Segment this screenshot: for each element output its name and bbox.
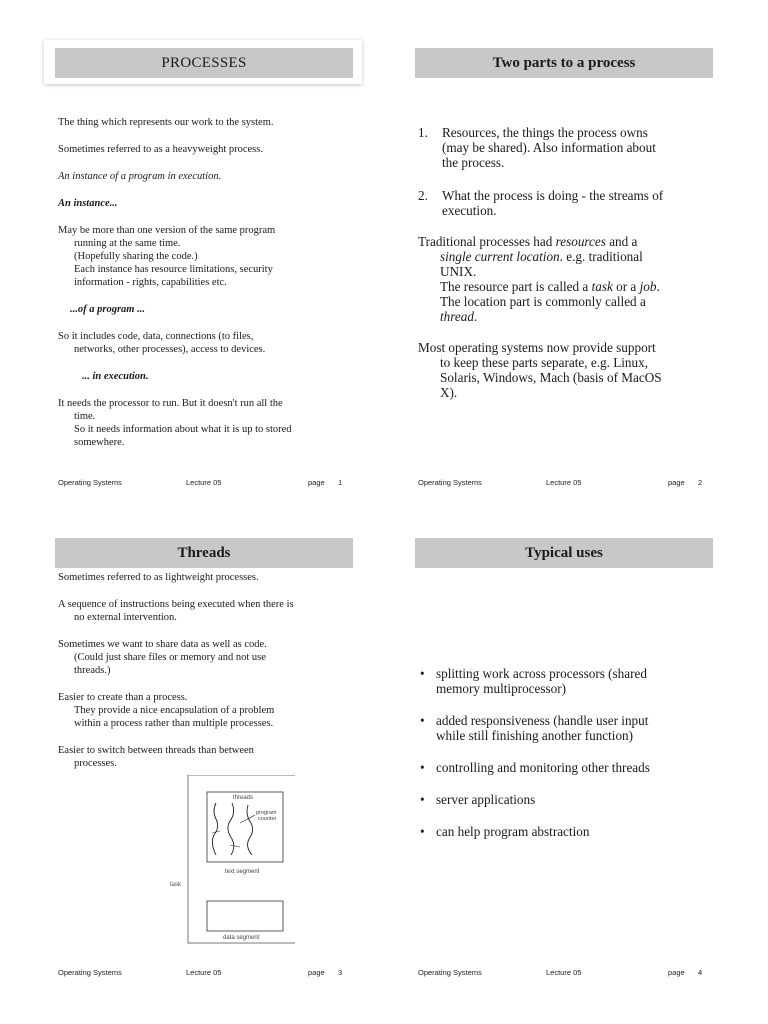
task-label: task (170, 882, 182, 888)
slide-body (58, 571, 350, 784)
list-item: 1. Resources, the things the process owns (may be shared). Also information about the process. (418, 125, 656, 170)
footer-page-number: 1 (338, 478, 343, 487)
slide-typical-uses (410, 530, 768, 1020)
text-segment-label: text segment (225, 869, 260, 875)
list-item: • can help program abstraction (420, 824, 590, 839)
footer-course: Operating Systems (58, 478, 122, 487)
counter-label: counter (258, 816, 277, 822)
paragraph: The thing which represents our work to the system. (58, 117, 274, 128)
subheading: ...of a program ... (70, 304, 145, 315)
data-segment-label: data segment (223, 935, 260, 941)
program-label: program (256, 810, 277, 816)
numbered-list (418, 125, 710, 218)
slide-body (418, 125, 710, 416)
footer-lecture: Lecture 05 (546, 478, 582, 487)
slide-title: Typical uses (415, 538, 713, 568)
list-item: • controlling and monitoring other threads (420, 760, 650, 775)
paragraph: Easier to create than a process. They provide a nice encapsulation of a problem within a process rather than multiple processes. (58, 692, 275, 729)
footer-page-number: 3 (338, 968, 343, 977)
paragraph: So it includes code, data, connections (to files, networks, other processes), access to devices. (58, 331, 266, 355)
paragraph: Sometimes we want to share data as well as code. (Could just share files or memory and not use threads.) (58, 639, 267, 676)
threads-label: threads (233, 795, 254, 801)
footer-lecture: Lecture 05 (186, 478, 222, 487)
data-segment-box (207, 901, 283, 931)
footer-course: Operating Systems (418, 478, 482, 487)
text-segment-box (207, 792, 283, 862)
slide-title: Threads (55, 538, 353, 568)
subheading: An instance... (58, 198, 118, 209)
paragraph: It needs the processor to run. But it doesn't run all the time. So it needs information about what it is up to stored somewhere. (58, 398, 292, 448)
list-item: 2. What the process is doing - the streams of execution. (418, 188, 664, 218)
slide-processes (50, 40, 410, 530)
bullet-list (418, 666, 710, 839)
footer-lecture: Lecture 05 (186, 968, 222, 977)
slide-two-parts (410, 40, 768, 530)
thread-diagram (130, 775, 295, 945)
slide-title: Two parts to a process (415, 48, 713, 78)
paragraph: Sometimes referred to as lightweight processes. (58, 572, 259, 583)
footer-page-number: 4 (698, 968, 703, 977)
paragraph: May be more than one version of the same program running at the same time. (Hopefully sharing the code.) Each instance has resource limitations, security information - rights, capabilities etc. (58, 225, 276, 288)
slide-body (58, 116, 350, 463)
paragraph: An instance of a program in execution. (58, 171, 222, 182)
paragraph: Sometimes referred to as a heavyweight process. (58, 144, 263, 155)
paragraph: Most operating systems now provide support to keep these parts separate, e.g. Linux, Solaris, Windows, Mach (basis of MacOS X). (418, 340, 662, 400)
footer-course: Operating Systems (58, 968, 122, 977)
list-item: • server applications (420, 792, 536, 807)
footer-course: Operating Systems (418, 968, 482, 977)
footer-page-label: page (668, 968, 685, 977)
footer-page-label: page (668, 478, 685, 487)
paragraph: Traditional processes had resources and a single current location. e.g. traditional UNIX. The resource part is called a task or a job. The location part is commonly called a thread. (418, 234, 660, 324)
list-item: • added responsiveness (handle user input while still finishing another function) (420, 713, 649, 743)
paragraph: A sequence of instructions being executed when there is no external intervention. (58, 599, 294, 623)
list-item: • splitting work across processors (shared memory multiprocessor) (420, 666, 647, 696)
footer-lecture: Lecture 05 (546, 968, 582, 977)
subheading: ... in execution. (82, 371, 149, 382)
slide-title: PROCESSES (55, 48, 353, 78)
footer-page-label: page (308, 478, 325, 487)
footer-page-label: page (308, 968, 325, 977)
slide-threads (50, 530, 410, 1020)
footer-page-number: 2 (698, 478, 703, 487)
slide-body (418, 666, 710, 856)
paragraph: Easier to switch between threads than between processes. (58, 745, 254, 769)
